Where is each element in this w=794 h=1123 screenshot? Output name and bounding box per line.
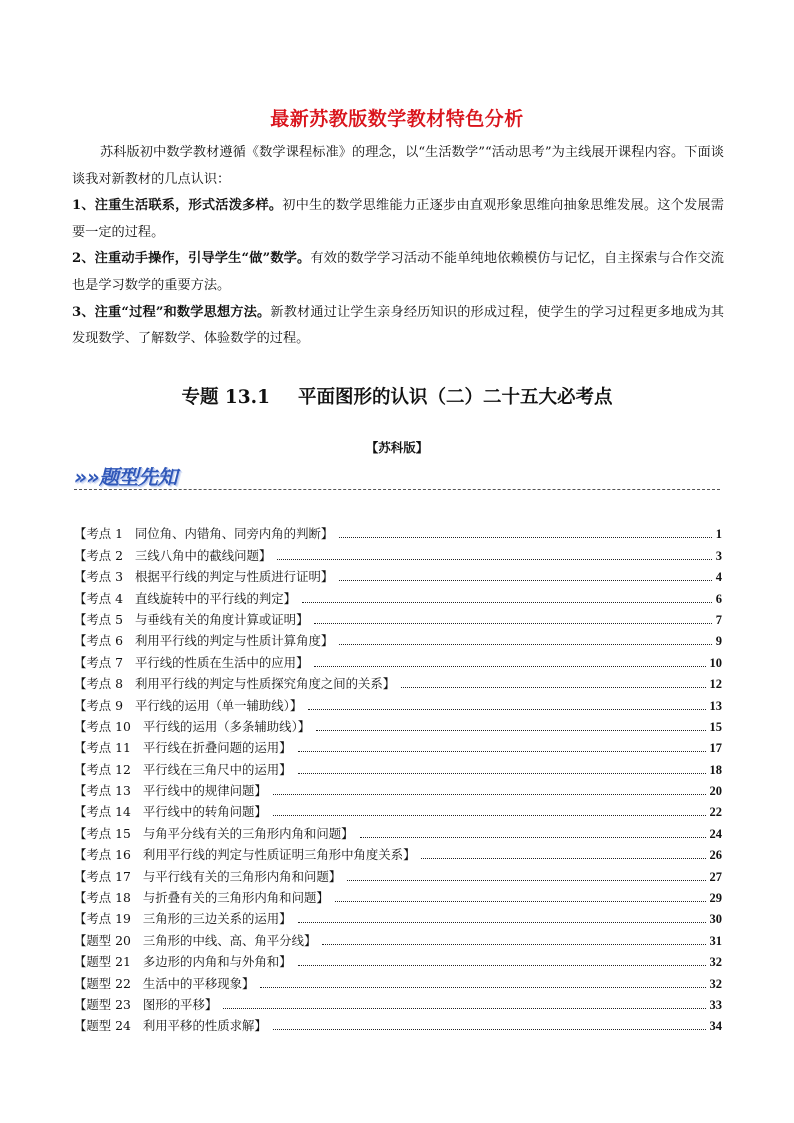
toc-entry-title: 利用平行线的判定与性质计算角度】 <box>135 633 334 649</box>
toc-entry-tag: 【考点 19 <box>74 911 131 927</box>
toc-entry-title: 平行线在折叠问题的运用】 <box>142 740 292 756</box>
toc-entry-page: 26 <box>709 848 722 863</box>
toc-entry-page: 15 <box>709 719 722 734</box>
toc-entry-tag: 【考点 11 <box>74 740 131 756</box>
toc-leader-dots <box>339 643 712 645</box>
toc-entry-title: 同位角、内错角、同旁内角的判断】 <box>135 526 334 542</box>
toc-entry[interactable] <box>74 542 722 563</box>
toc-entry-tag: 【题型 20 <box>74 932 131 948</box>
intro-point-1-text: 初中生的数学思维能力正逐步由直观形象思维向抽象思维发展。这个发展需要一定的过程。 <box>72 198 724 240</box>
toc-entry[interactable] <box>74 671 722 692</box>
toc-entry[interactable] <box>74 714 722 735</box>
toc-entry-title: 根据平行线的判定与性质进行证明】 <box>135 569 334 585</box>
toc-entry-title: 直线旋转中的平行线的判定】 <box>135 590 297 606</box>
toc-entry[interactable] <box>74 756 722 777</box>
toc-entry[interactable] <box>74 778 722 799</box>
toc-entry-page: 32 <box>709 976 722 991</box>
toc-entry-title: 平行线的运用（多条辅助线）】 <box>142 718 311 734</box>
toc-entry[interactable] <box>74 692 722 713</box>
toc-entry-title: 三角形的中线、高、角平分线】 <box>142 932 317 948</box>
toc-entry-page: 10 <box>709 655 722 670</box>
toc-entry-title: 利用平行线的判定与性质证明三角形中角度关系】 <box>142 847 416 863</box>
toc-entry[interactable] <box>74 1013 722 1034</box>
toc-entry-page: 30 <box>709 912 722 927</box>
toc-entry[interactable] <box>74 799 722 820</box>
toc-entry[interactable] <box>74 863 722 884</box>
toc-entry[interactable] <box>74 585 722 606</box>
toc-entry-tag: 【考点 13 <box>74 783 131 799</box>
topic-number: 专题 13.1 <box>181 387 270 408</box>
toc-entry-title: 三角形的三边关系的运用】 <box>142 911 292 927</box>
intro-point-2 <box>72 246 724 299</box>
toc-entry-title: 平行线中的规律问题】 <box>142 783 267 799</box>
toc-entry-page: 34 <box>709 1019 722 1034</box>
dashed-divider <box>74 489 720 490</box>
toc-entry-title: 平行线中的转角问题】 <box>142 804 267 820</box>
toc-entry-title: 与折叠有关的三角形内角和问题】 <box>142 890 329 906</box>
section-badge <box>74 459 204 489</box>
toc-leader-dots <box>277 558 711 560</box>
toc-leader-dots <box>339 579 712 581</box>
toc-entry-tag: 【考点 5 <box>74 611 123 627</box>
toc-leader-dots <box>421 857 705 859</box>
toc-leader-dots <box>314 665 705 667</box>
toc-entry-page: 18 <box>709 762 722 777</box>
toc-entry[interactable] <box>74 927 722 948</box>
intro-point-1 <box>72 193 724 246</box>
topic-title <box>0 383 794 409</box>
edition-label: 【苏科版】 <box>365 440 429 455</box>
toc-entry-tag: 【考点 18 <box>74 890 131 906</box>
intro-lead: 苏科版初中数学教材遵循《数学课程标准》的理念，以“生活数学”“活动思考”为主线展开课程内容。下面谈谈我对新教材的几点认识： <box>72 145 724 187</box>
toc-leader-dots <box>298 964 706 966</box>
toc-entry-tag: 【考点 12 <box>74 761 131 777</box>
toc-leader-dots <box>273 793 706 795</box>
toc-entry-tag: 【考点 6 <box>74 633 123 649</box>
toc-leader-dots <box>273 1028 706 1030</box>
intro-point-1-heading: 1、注重生活联系，形式活泼多样。 <box>72 198 283 214</box>
toc-leader-dots <box>322 943 705 945</box>
toc-entry-tag: 【考点 8 <box>74 676 123 692</box>
toc-entry-title: 平行线的性质在生活中的应用】 <box>135 654 309 670</box>
toc-entry-page: 13 <box>709 698 722 713</box>
toc-entry-page: 6 <box>715 591 722 606</box>
toc-entry-tag: 【题型 23 <box>74 996 131 1012</box>
table-of-contents <box>74 521 722 1034</box>
toc-entry[interactable] <box>74 970 722 991</box>
toc-leader-dots <box>223 1007 705 1009</box>
toc-entry-tag: 【考点 7 <box>74 654 123 670</box>
toc-entry-title: 与平行线有关的三角形内角和问题】 <box>142 868 342 884</box>
toc-entry[interactable] <box>74 735 722 756</box>
toc-entry-title: 与垂线有关的角度计算或证明】 <box>135 611 309 627</box>
toc-entry-title: 利用平移的性质求解】 <box>142 1018 267 1034</box>
toc-leader-dots <box>273 814 706 816</box>
intro-point-2-heading: 2、注重动手操作，引导学生“做”数学。 <box>72 251 311 267</box>
toc-entry[interactable] <box>74 842 722 863</box>
toc-entry[interactable] <box>74 949 722 970</box>
toc-entry-page: 9 <box>715 634 722 649</box>
toc-entry-title: 多边形的内角和与外角和】 <box>142 954 292 970</box>
toc-entry[interactable] <box>74 628 722 649</box>
toc-entry-page: 3 <box>715 548 722 563</box>
topic-name: 平面图形的认识（二）二十五大必考点 <box>297 387 613 408</box>
toc-entry-page: 33 <box>709 997 722 1012</box>
toc-entry-page: 31 <box>709 933 722 948</box>
toc-entry[interactable] <box>74 820 722 841</box>
toc-entry[interactable] <box>74 992 722 1013</box>
toc-entry[interactable] <box>74 885 722 906</box>
toc-entry-page: 24 <box>709 826 722 841</box>
toc-leader-dots <box>298 750 706 752</box>
toc-entry-page: 4 <box>715 570 722 585</box>
toc-leader-dots <box>339 536 712 538</box>
toc-entry-tag: 【考点 2 <box>74 547 123 563</box>
toc-entry-page: 32 <box>709 955 722 970</box>
page-title: 最新苏教版数学教材特色分析 <box>270 108 524 130</box>
toc-leader-dots <box>260 986 705 988</box>
toc-entry-title: 三线八角中的截线问题】 <box>135 547 272 563</box>
toc-entry[interactable] <box>74 521 722 542</box>
toc-entry[interactable] <box>74 906 722 927</box>
toc-entry-tag: 【考点 9 <box>74 697 123 713</box>
toc-entry-tag: 【考点 4 <box>74 590 123 606</box>
toc-entry-tag: 【题型 24 <box>74 1018 131 1034</box>
intro-section <box>72 140 724 353</box>
toc-entry-tag: 【题型 21 <box>74 954 131 970</box>
toc-leader-dots <box>298 772 706 774</box>
toc-entry-tag: 【考点 16 <box>74 847 131 863</box>
toc-entry[interactable] <box>74 564 722 585</box>
toc-entry-page: 22 <box>709 805 722 820</box>
toc-entry-title: 生活中的平移现象】 <box>142 975 255 991</box>
toc-entry-page: 17 <box>709 741 722 756</box>
badge-text: »»题型先知 <box>74 465 177 489</box>
toc-leader-dots <box>308 708 705 710</box>
toc-entry-tag: 【考点 17 <box>74 868 131 884</box>
toc-leader-dots <box>298 921 706 923</box>
intro-point-2-text: 有效的数学学习活动不能单纯地依赖模仿与记忆，自主探索与合作交流也是学习数学的重要方法。 <box>72 251 724 293</box>
intro-point-3-text: 新教材通过让学生亲身经历知识的形成过程，使学生的学习过程更多地成为其发现数学、了解数学、体验数学的过程。 <box>72 304 724 347</box>
toc-entry-title: 平行线在三角尺中的运用】 <box>142 761 292 777</box>
toc-entry-tag: 【考点 14 <box>74 804 131 820</box>
toc-entry-page: 1 <box>715 527 722 542</box>
toc-entry-page: 20 <box>709 784 722 799</box>
toc-leader-dots <box>360 836 706 838</box>
toc-leader-dots <box>401 686 705 688</box>
toc-entry-tag: 【考点 10 <box>74 718 131 734</box>
toc-leader-dots <box>314 622 711 624</box>
toc-entry-title: 与角平分线有关的三角形内角和问题】 <box>142 825 354 841</box>
toc-entry-tag: 【考点 15 <box>74 825 131 841</box>
toc-entry-tag: 【考点 3 <box>74 569 123 585</box>
toc-leader-dots <box>335 900 706 902</box>
toc-entry-page: 27 <box>709 869 722 884</box>
toc-entry[interactable] <box>74 607 722 628</box>
toc-leader-dots <box>347 879 705 881</box>
intro-point-3-heading: 3、注重“过程”和数学思想方法。 <box>72 304 271 320</box>
toc-entry[interactable] <box>74 649 722 670</box>
intro-point-3 <box>72 300 724 353</box>
toc-entry-page: 7 <box>715 612 722 627</box>
toc-entry-title: 利用平行线的判定与性质探究角度之间的关系】 <box>135 676 396 692</box>
toc-entry-title: 图形的平移】 <box>142 996 218 1012</box>
toc-entry-title: 平行线的运用（单一辅助线）】 <box>135 697 303 713</box>
toc-leader-dots <box>302 601 712 603</box>
toc-entry-tag: 【考点 1 <box>74 526 123 542</box>
toc-entry-page: 12 <box>709 677 722 692</box>
toc-leader-dots <box>316 729 705 731</box>
toc-entry-tag: 【题型 22 <box>74 975 131 991</box>
toc-entry-page: 29 <box>709 891 722 906</box>
